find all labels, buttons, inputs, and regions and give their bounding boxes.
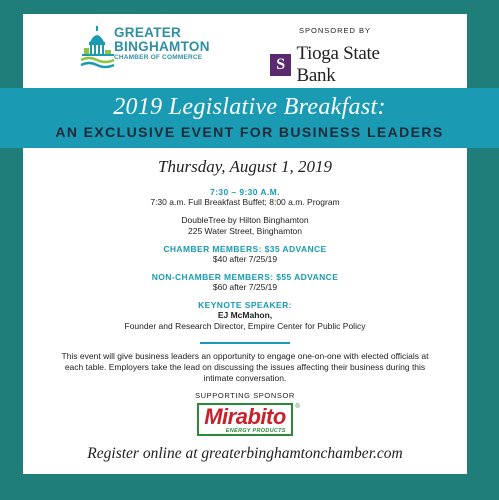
event-subtitle: AN EXCLUSIVE EVENT FOR BUSINESS LEADERS xyxy=(55,124,444,140)
nonmembers-price-late: $60 after 7/25/19 xyxy=(212,282,278,292)
title-band xyxy=(0,88,499,148)
supporting-sponsor-label: SUPPORTING SPONSOR xyxy=(195,391,295,400)
event-date: Thursday, August 1, 2019 xyxy=(158,157,332,176)
tioga-badge-letter: S xyxy=(276,56,286,73)
tioga-logo-icon xyxy=(270,54,291,76)
venue-address: 225 Water Street, Binghamton xyxy=(187,226,303,236)
members-price-late: $40 after 7/25/19 xyxy=(212,254,278,264)
frame-top xyxy=(0,0,499,14)
venue-name: DoubleTree by Hilton Binghamton xyxy=(181,215,309,225)
keynote-heading: KEYNOTE SPEAKER: xyxy=(198,300,292,310)
tioga-bank-name: Tioga State Bank xyxy=(296,43,380,86)
chamber-logo-line3: CHAMBER OF COMMERCE xyxy=(114,54,203,61)
event-description: This event will give business leaders an opportunity to engage one-on-one with elected officials at each table. Employers take the lead on discussing the issues affecting their business during this intimate conversation. xyxy=(61,351,429,383)
mirabito-tagline: ENERGY PRODUCTS xyxy=(225,428,286,434)
capitol-dome-river-icon xyxy=(80,24,116,70)
mirabito-logo xyxy=(197,403,300,437)
event-details xyxy=(23,150,467,463)
mirabito-name: Mirabito xyxy=(204,404,286,429)
keynote-name: EJ McMahon, xyxy=(217,310,273,320)
register-link[interactable]: Register online at greaterbinghamtonchamber.com xyxy=(87,445,403,462)
chamber-logo-line1: GREATER xyxy=(114,25,182,40)
members-price-heading: CHAMBER MEMBERS: $35 ADVANCE xyxy=(163,244,327,254)
nonmembers-price-heading: NON-CHAMBER MEMBERS: $55 ADVANCE xyxy=(151,272,339,282)
frame-right xyxy=(467,0,499,500)
frame-bottom xyxy=(0,474,499,500)
chamber-logo xyxy=(80,24,230,76)
chamber-logo-line2: BINGHAMTON xyxy=(114,38,210,54)
keynote-title: Founder and Research Director, Empire Center for Public Policy xyxy=(124,321,366,331)
event-title: 2019 Legislative Breakfast: xyxy=(113,94,386,120)
frame-left xyxy=(0,0,23,500)
sponsored-by-label: SPONSORED BY xyxy=(298,26,371,35)
registered-mark: ® xyxy=(295,404,300,410)
time-detail: 7:30 a.m. Full Breakfast Buffet; 8:00 a.m. Program xyxy=(150,197,340,207)
time-heading: 7:30 – 9:30 A.M. xyxy=(210,187,280,197)
sponsor-block xyxy=(270,26,420,86)
